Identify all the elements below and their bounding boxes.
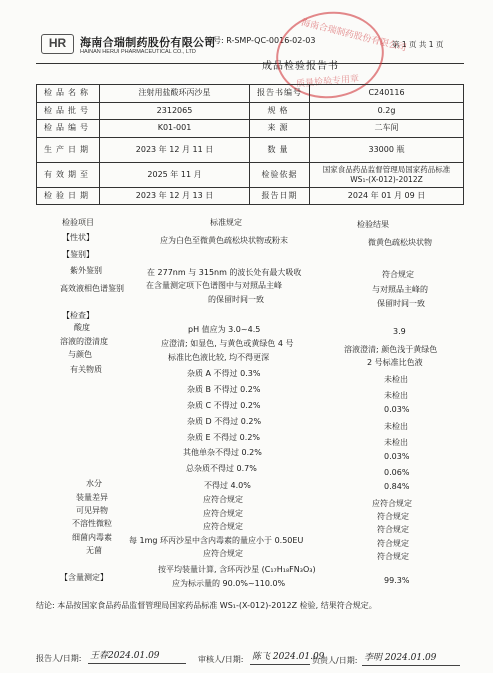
other-impurity-result: 0.03% (384, 452, 410, 461)
manager-signature-line (362, 665, 460, 666)
conclusion: 结论: 本品按国家食品药品监督管理局国家药品标准 WS₁-(X-012)-2012Z 检验, 结果符合规定。 (36, 601, 377, 610)
total-impurity-standard: 总杂质不得过 0.7% (186, 464, 257, 473)
fill-result: 应符合规定 (372, 499, 412, 508)
stamp-subtext: 质量检验专用章 (295, 74, 360, 90)
endotoxin-result: 符合规定 (377, 539, 409, 548)
fill-standard: 应符合规定 (203, 495, 243, 504)
acid-item: 酸度 (74, 323, 90, 332)
test-date-label: 检验日期 (37, 187, 100, 205)
document-number: 编号: R-SMP-QC-0016-02-03 (205, 36, 316, 45)
insoluble-standard: 应符合规定 (203, 522, 243, 531)
impurity-a-result: 未检出 (384, 375, 408, 384)
related-item: 有关物质 (70, 365, 102, 374)
total-impurity-result: 0.06% (384, 468, 410, 477)
visible-item: 可见异物 (76, 506, 108, 515)
reviewer-signature-line (250, 664, 310, 665)
assay-section: 【含量测定】 (60, 573, 108, 582)
col-header-result: 检验结果 (357, 220, 389, 229)
basis-label: 检验依据 (250, 162, 310, 187)
reporter-signature-line (88, 663, 186, 664)
table-row (37, 120, 464, 138)
impurity-e-standard: 杂质 E 不得过 0.2% (187, 433, 261, 442)
product-name-label: 检品名称 (37, 85, 100, 103)
character-standard: 应为白色至微黄色疏松块状物或粉末 (160, 236, 288, 245)
visible-standard: 应符合规定 (203, 509, 243, 518)
manager-signature: 李明 2024.01.09 (364, 653, 437, 663)
hplc-item: 高效液相色谱鉴别 (60, 284, 124, 293)
insoluble-result: 符合规定 (377, 525, 409, 534)
code-label: 检品编号 (37, 120, 100, 138)
impurity-c-result: 0.03% (384, 405, 410, 414)
batch-value: 2312065 (100, 102, 250, 120)
reporter-label: 报告人/日期: (36, 654, 82, 663)
product-info-table (36, 84, 464, 205)
company-name-cn: 海南合瑞制药股份有限公司 (80, 36, 216, 49)
spec-label: 规格 (250, 102, 310, 120)
character-result: 微黄色疏松块状物 (368, 238, 432, 247)
impurity-b-result: 未检出 (384, 391, 408, 400)
uv-item: 紫外鉴别 (70, 266, 102, 275)
endotoxin-standard: 每 1mg 环丙沙星中含内毒素的量应小于 0.50EU (129, 536, 304, 545)
ident-section: 【鉴别】 (62, 250, 94, 259)
insoluble-item: 不溶性微粒 (72, 519, 112, 528)
clarity-standard-2: 标准比色液比较, 均不得更深 (168, 353, 270, 362)
clarity-result-1: 溶液澄清; 颜色浅于黄绿色 (344, 345, 438, 354)
page-number: 第 1 页 共 1 页 (392, 40, 444, 49)
visible-result: 符合规定 (377, 512, 409, 521)
expiry-value: 2025 年 11 月 (100, 162, 250, 187)
impurity-c-standard: 杂质 C 不得过 0.2% (187, 401, 261, 410)
character-section: 【性状】 (62, 233, 94, 242)
source-value: 二车间 (310, 120, 464, 138)
table-row (37, 187, 464, 205)
hplc-result-2: 保留时间一致 (377, 299, 425, 308)
source-label: 来源 (250, 120, 310, 138)
endotoxin-item: 细菌内毒素 (72, 533, 112, 542)
basis-value: 国家食品药品监督管理局国家药品标准 WS₁-(X-012)-2012Z (310, 162, 464, 187)
clarity-item-1: 溶液的澄清度 (60, 337, 108, 346)
hplc-standard-1: 在含量测定项下色谱图中与对照品主峰 (146, 281, 282, 290)
acid-standard: pH 值应为 3.0~4.5 (188, 325, 261, 334)
report-date-label: 报告日期 (250, 187, 310, 205)
report-no-label: 报告书编号 (250, 85, 310, 103)
prod-date-label: 生产日期 (37, 137, 100, 162)
company-logo: HR (41, 34, 74, 54)
col-header-standard: 标准规定 (210, 218, 242, 227)
sterility-item: 无菌 (86, 546, 102, 555)
assay-standard-2: 应为标示量的 90.0%~110.0% (172, 579, 286, 588)
clarity-item-2: 与颜色 (68, 350, 92, 359)
impurity-e-result: 未检出 (384, 438, 408, 447)
check-section: 【检查】 (62, 311, 94, 320)
report-date-value: 2024 年 01 月 09 日 (310, 187, 464, 205)
table-row (37, 162, 464, 187)
expiry-label: 有效期至 (37, 162, 100, 187)
prod-date-value: 2023 年 12 月 11 日 (100, 137, 250, 162)
impurity-a-standard: 杂质 A 不得过 0.3% (187, 369, 261, 378)
reporter-signature: 王春2024.01.09 (90, 651, 160, 661)
qty-value: 33000 瓶 (310, 137, 464, 162)
test-date-value: 2023 年 12 月 13 日 (100, 187, 250, 205)
col-header-item: 检验项目 (62, 218, 94, 227)
table-row (37, 85, 464, 103)
acid-result: 3.9 (393, 327, 406, 336)
hplc-result-1: 与对照品主峰的 (372, 285, 428, 294)
reviewer-label: 审核人/日期: (198, 655, 244, 664)
water-item: 水分 (86, 479, 102, 488)
batch-label: 检品批号 (37, 102, 100, 120)
sterility-result: 符合规定 (377, 552, 409, 561)
assay-standard-1: 按平均装量计算, 含环丙沙星 (C₁₇H₁₈FN₃O₃) (158, 565, 316, 574)
header-divider (36, 63, 464, 64)
clarity-result-2: 2 号标准比色液 (367, 358, 423, 367)
report-no-value: C240116 (310, 85, 464, 103)
code-value: K01-001 (100, 120, 250, 138)
other-impurity-standard: 其他单杂不得过 0.2% (183, 448, 262, 457)
qty-label: 数量 (250, 137, 310, 162)
uv-standard: 在 277nm 与 315nm 的波长处有最大吸收 (147, 268, 302, 277)
table-row (37, 102, 464, 120)
water-result: 0.84% (384, 482, 410, 491)
product-name-value: 注射用盐酸环丙沙星 (100, 85, 250, 103)
company-name-en: HAINAN HERUI PHARMACEUTICAL CO., LTD (80, 49, 196, 55)
manager-label: 负责人/日期: (312, 656, 358, 665)
hplc-standard-2: 的保留时间一致 (208, 295, 264, 304)
table-row (37, 137, 464, 162)
impurity-d-result: 未检出 (384, 422, 408, 431)
impurity-b-standard: 杂质 B 不得过 0.2% (187, 385, 261, 394)
stamp-text: 海南合瑞制药股份有限公司 (300, 18, 408, 54)
assay-result: 99.3% (384, 576, 410, 585)
impurity-d-standard: 杂质 D 不得过 0.2% (187, 417, 262, 426)
spec-value: 0.2g (310, 102, 464, 120)
clarity-standard-1: 应澄清; 如显色, 与黄色或黄绿色 4 号 (161, 339, 294, 348)
water-standard: 不得过 4.0% (204, 481, 251, 490)
fill-item: 装量差异 (76, 493, 108, 502)
reviewer-signature: 陈飞 2024.01.09 (252, 652, 325, 662)
report-title: 成品检验报告书 (262, 61, 339, 72)
sterility-standard: 应符合规定 (203, 549, 243, 558)
uv-result: 符合规定 (382, 270, 414, 279)
